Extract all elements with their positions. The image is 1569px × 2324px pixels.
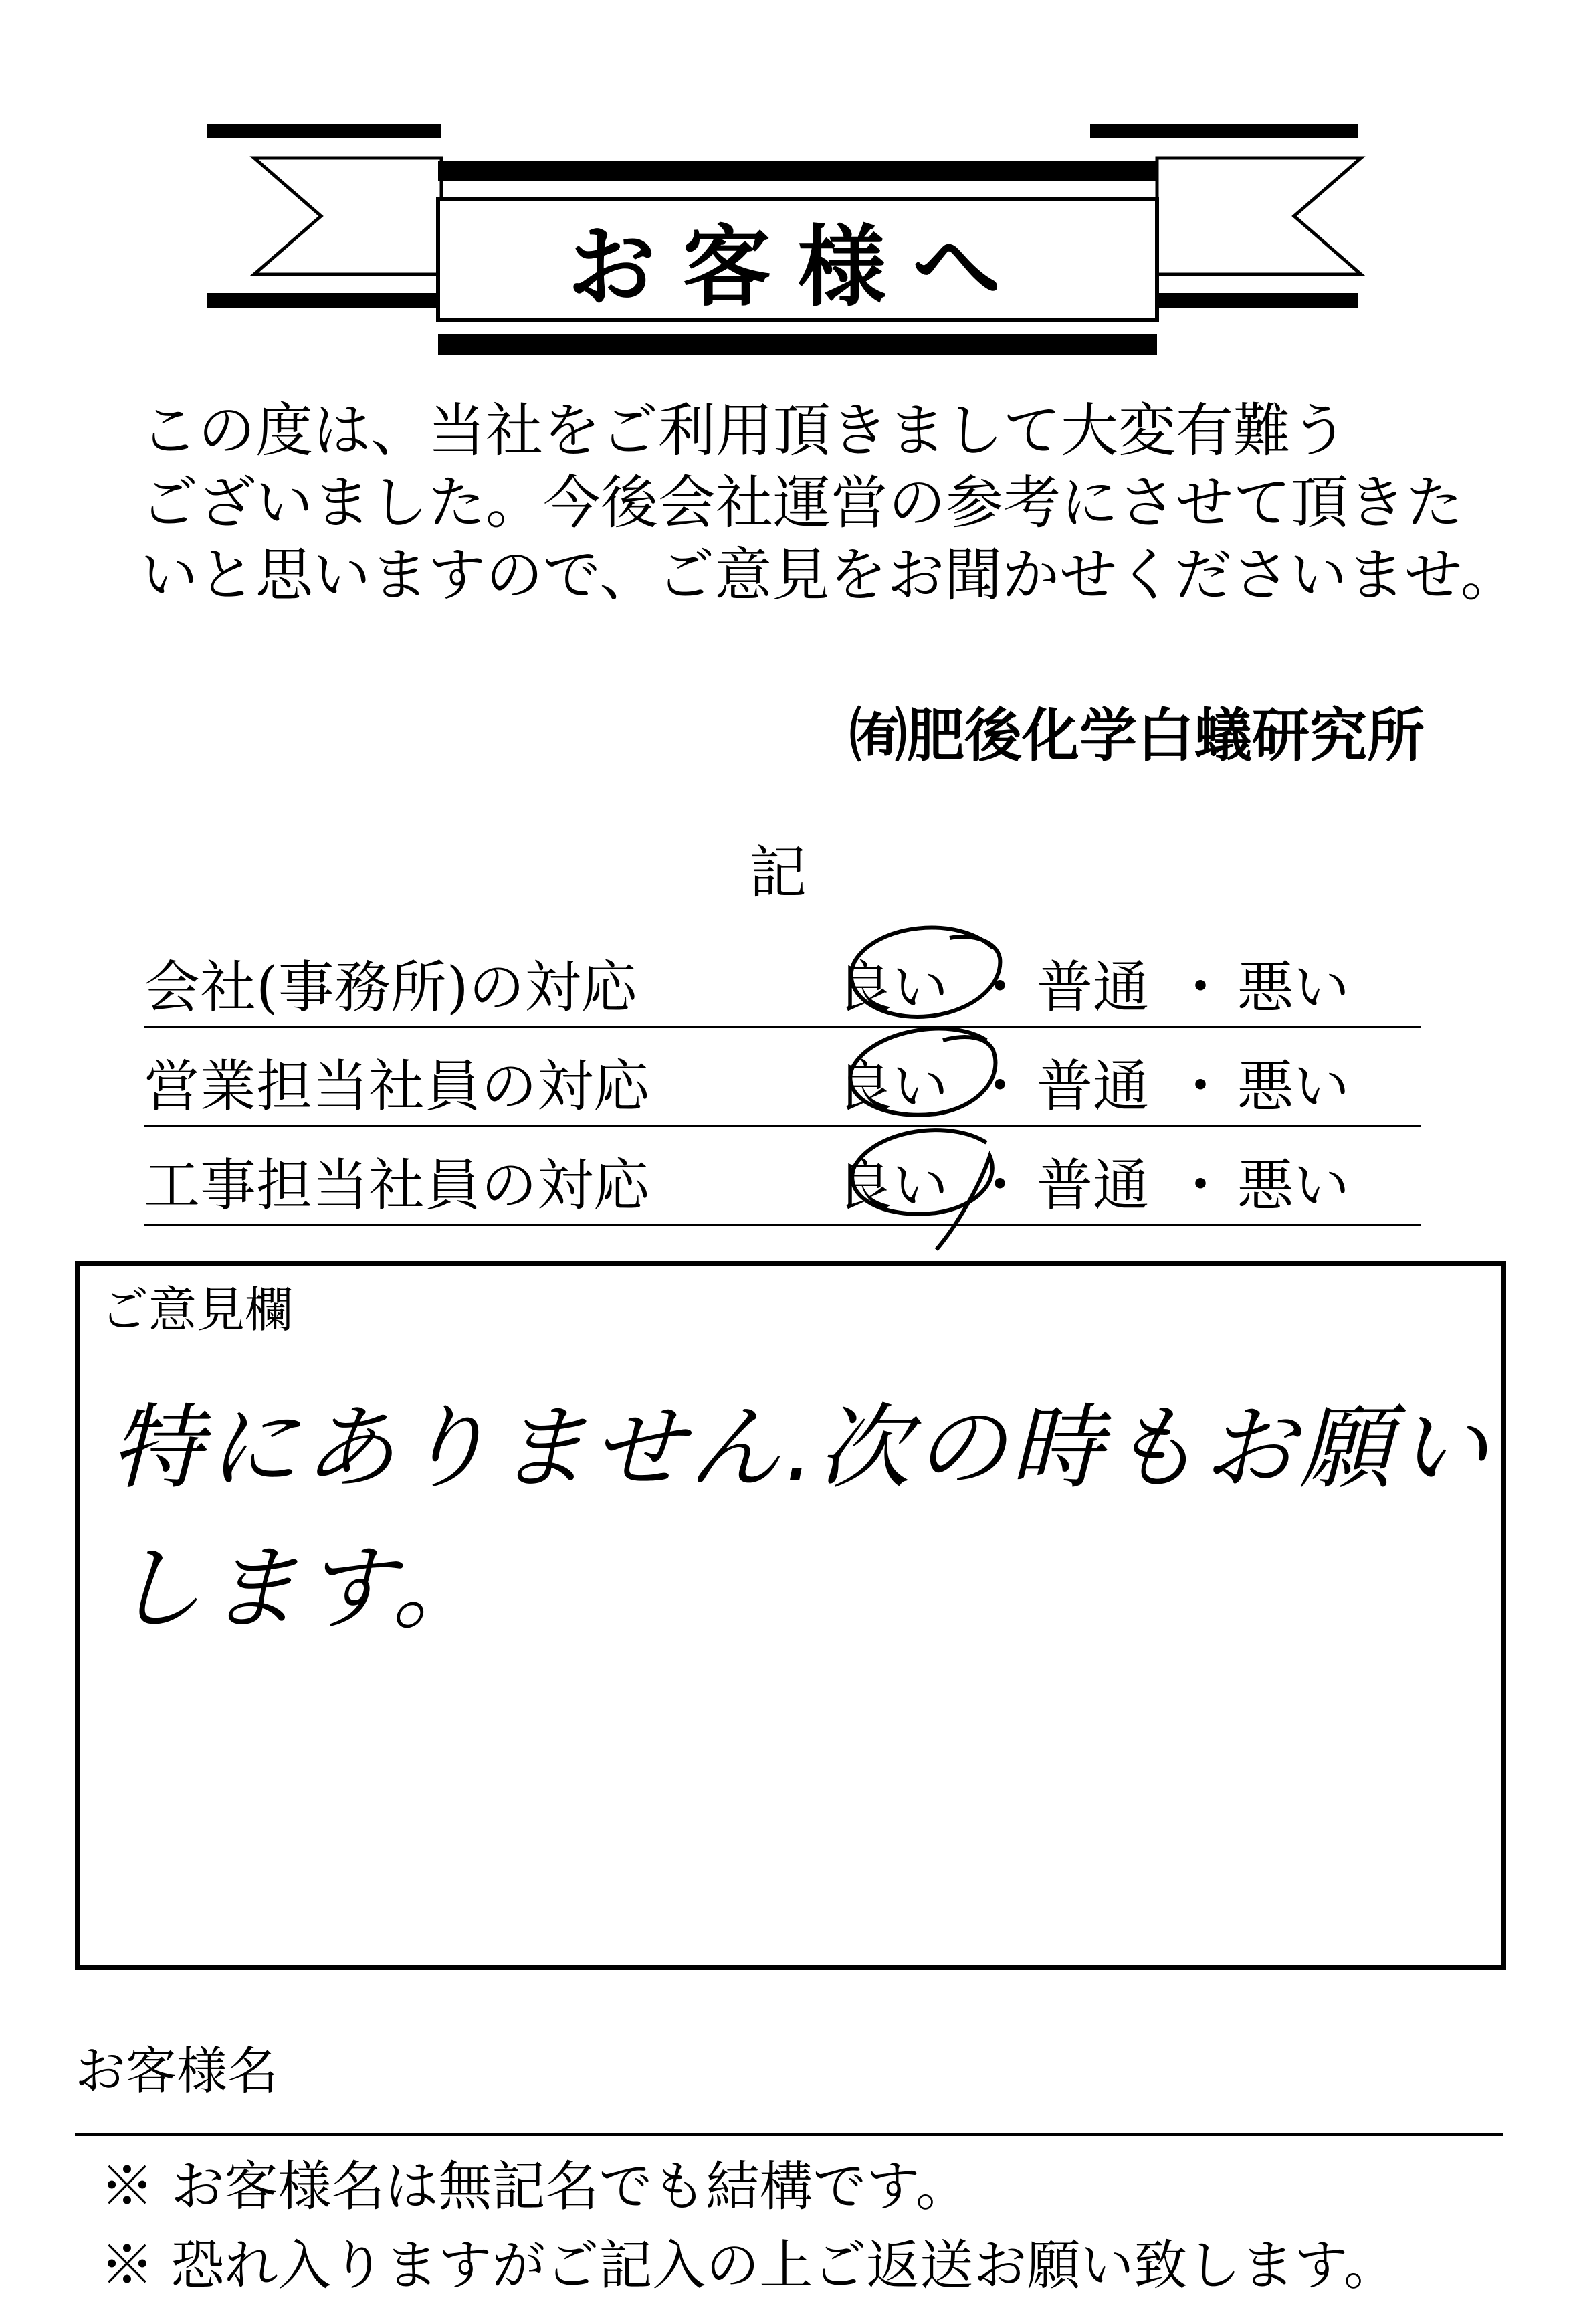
option-bad[interactable]: 悪い <box>1237 1054 1350 1119</box>
comment-label: ご意見欄 <box>100 1282 294 1338</box>
rating-row-sales <box>144 1026 1421 1127</box>
selection-circle <box>836 1119 1010 1253</box>
option-average[interactable]: 普通 <box>1037 955 1150 1020</box>
company-name: ㈲肥後化学白蟻研究所 <box>849 702 1425 769</box>
banner-bar-bottom <box>438 334 1157 355</box>
intro-line: ございました。今後会社運営の参考にさせて頂きた <box>140 470 1463 537</box>
option-bad[interactable]: 悪い <box>1237 955 1350 1020</box>
banner-ribbon-right-tail <box>1157 158 1361 274</box>
rating-label: 工事担当社員の対応 <box>144 1153 650 1218</box>
banner-ribbon-right-top <box>1090 124 1358 138</box>
banner-ribbon-left-bottom <box>207 293 441 308</box>
option-average[interactable]: 普通 <box>1037 1153 1150 1218</box>
option-separator: ・ <box>971 1054 1028 1119</box>
intro-paragraph <box>140 395 1518 611</box>
option-good[interactable]: 良い <box>836 1153 949 1218</box>
selection-circle <box>836 1020 1010 1134</box>
footnote: ※ お客様名は無記名でも結構です。 <box>100 2155 970 2218</box>
option-good[interactable]: 良い <box>836 1054 949 1119</box>
comment-line: 特にありません.次の時もお願い <box>110 1394 1492 1502</box>
option-separator: ・ <box>1172 955 1229 1020</box>
rating-label: 営業担当社員の対応 <box>144 1054 650 1119</box>
rating-row-construction <box>144 1125 1421 1226</box>
banner-bar-top <box>438 161 1157 181</box>
banner-title: お客様へ <box>567 215 1028 319</box>
footnote: ※ 恐れ入りますがご記入の上ご返送お願い致します。 <box>100 2234 1398 2297</box>
selection-circle <box>836 921 1010 1035</box>
option-bad[interactable]: 悪い <box>1237 1153 1350 1218</box>
option-separator: ・ <box>1172 1054 1229 1119</box>
rating-label: 会社(事務所)の対応 <box>144 955 637 1020</box>
option-separator: ・ <box>971 1153 1028 1218</box>
comment-handwriting <box>110 1378 1492 1659</box>
rating-row-office <box>144 927 1421 1028</box>
comment-line: します。 <box>110 1535 488 1642</box>
ki-heading: 記 <box>749 840 807 906</box>
option-separator: ・ <box>1172 1153 1229 1218</box>
intro-line: いと思いますので、ご意見をお聞かせくださいませ。 <box>140 542 1518 609</box>
customer-name-field[interactable] <box>75 2133 1503 2136</box>
option-good[interactable]: 良い <box>836 955 949 1020</box>
customer-name-label: お客様名 <box>75 2041 278 2101</box>
banner-ribbon-left-top <box>207 124 441 138</box>
intro-line: この度は、当社をご利用頂きまして大変有難う <box>140 397 1348 464</box>
banner-ribbon-left-tail <box>254 158 441 274</box>
option-average[interactable]: 普通 <box>1037 1054 1150 1119</box>
option-separator: ・ <box>971 955 1028 1020</box>
footnotes <box>100 2147 1397 2305</box>
